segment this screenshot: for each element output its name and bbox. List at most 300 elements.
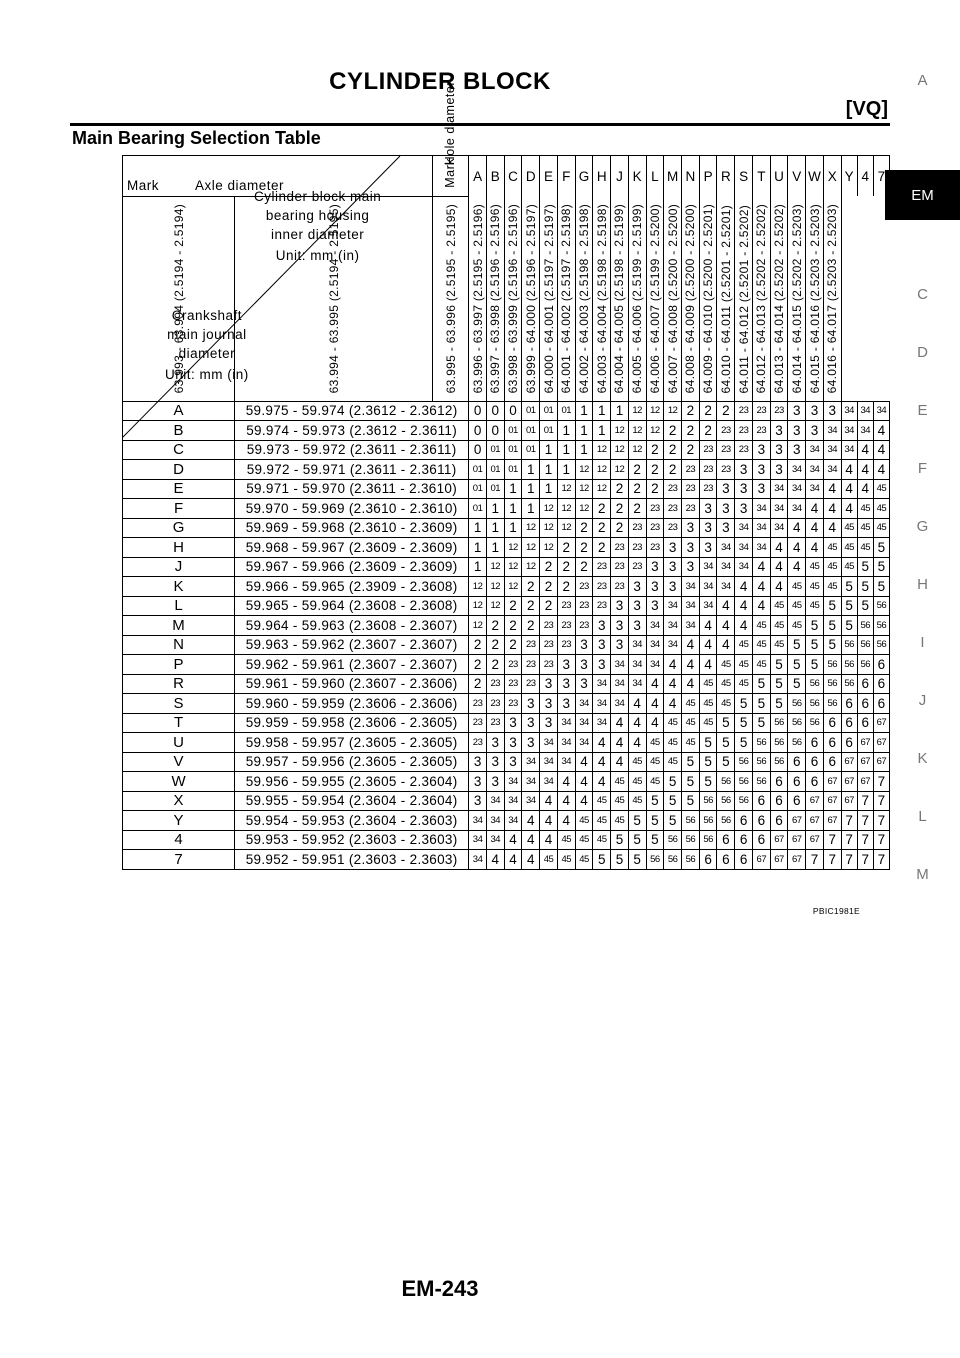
grade-cell: 12 <box>593 479 611 499</box>
side-index-item[interactable]: G <box>916 518 929 535</box>
grade-cell: 01 <box>540 401 558 421</box>
hole-range-cell <box>504 196 522 401</box>
grade-cell: 45 <box>735 674 753 694</box>
grade-cell: 45 <box>593 791 611 811</box>
grade-cell: 67 <box>806 811 824 831</box>
grade-cell: 56 <box>682 811 700 831</box>
row-mark: 7 <box>123 850 235 870</box>
grade-cell: 3 <box>682 518 700 538</box>
column-mark: A <box>469 156 487 197</box>
grade-cell: 4 <box>504 830 522 850</box>
table-row <box>123 674 890 694</box>
grade-cell: 56 <box>735 791 753 811</box>
axle-caption-line: main journal <box>167 327 247 342</box>
grade-cell: 67 <box>873 713 889 733</box>
grade-cell: 23 <box>486 713 504 733</box>
table-row <box>123 460 890 480</box>
grade-cell: 12 <box>469 616 487 636</box>
grade-cell: 23 <box>699 479 717 499</box>
grade-cell: 34 <box>469 850 487 870</box>
hole-range-cell <box>788 196 806 401</box>
grade-cell: 3 <box>557 694 575 714</box>
grade-cell: 34 <box>806 440 824 460</box>
grade-cell: 23 <box>540 616 558 636</box>
grade-cell: 3 <box>469 772 487 792</box>
grade-cell: 5 <box>611 830 629 850</box>
side-index-item[interactable]: I <box>920 634 925 651</box>
grade-cell: 56 <box>788 713 806 733</box>
side-index-item[interactable]: C <box>917 286 928 303</box>
grade-cell: 3 <box>717 518 735 538</box>
grade-cell: 56 <box>857 635 873 655</box>
grade-cell: 2 <box>664 460 682 480</box>
grade-cell: 34 <box>664 635 682 655</box>
grade-cell: 12 <box>522 538 540 558</box>
grade-cell: 4 <box>735 596 753 616</box>
side-index-item[interactable]: EM <box>885 170 960 220</box>
figure-code: PBIC1981E <box>812 906 860 916</box>
grade-cell: 34 <box>788 499 806 519</box>
grade-cell: 45 <box>664 733 682 753</box>
grade-cell: 56 <box>841 674 857 694</box>
grade-cell: 34 <box>469 811 487 831</box>
grade-cell: 34 <box>752 499 770 519</box>
grade-cell: 2 <box>469 674 487 694</box>
hole-range-cell <box>806 196 824 401</box>
grade-cell: 3 <box>717 499 735 519</box>
grade-cell: 34 <box>593 674 611 694</box>
grade-cell: 12 <box>611 440 629 460</box>
grade-cell: 34 <box>770 479 788 499</box>
grade-cell: 23 <box>770 401 788 421</box>
hole-range-cell <box>823 196 841 401</box>
grade-cell: 2 <box>469 635 487 655</box>
grade-cell: 67 <box>873 752 889 772</box>
section-tag: [VQ] <box>845 98 888 120</box>
grade-cell: 12 <box>486 596 504 616</box>
grade-cell: 3 <box>682 557 700 577</box>
grade-cell: 6 <box>770 772 788 792</box>
grade-cell: 5 <box>752 674 770 694</box>
hole-range: 64.000 - 64.001 (2.5197 - 2.5197) <box>541 204 556 394</box>
grade-cell: 45 <box>770 616 788 636</box>
column-mark: K <box>628 156 646 197</box>
grade-cell: 45 <box>593 811 611 831</box>
grade-cell: 23 <box>682 499 700 519</box>
grade-cell: 12 <box>486 557 504 577</box>
grade-cell: 5 <box>682 772 700 792</box>
grade-cell: 2 <box>522 596 540 616</box>
axle-diameter-cell: 59.970 - 59.969 (2.3610 - 2.3610) <box>235 499 469 519</box>
table-row <box>123 694 890 714</box>
grade-cell: 45 <box>611 791 629 811</box>
grade-cell: 5 <box>857 596 873 616</box>
grade-cell: 7 <box>857 850 873 870</box>
grade-cell: 1 <box>469 518 487 538</box>
grade-cell: 67 <box>841 752 857 772</box>
grade-cell: 2 <box>504 635 522 655</box>
grade-cell: 2 <box>628 499 646 519</box>
grade-cell: 34 <box>611 694 629 714</box>
grade-cell: 34 <box>504 791 522 811</box>
grade-cell: 3 <box>646 577 664 597</box>
grade-cell: 23 <box>611 577 629 597</box>
side-index-item[interactable]: E <box>917 402 928 419</box>
hole-range-cell <box>575 196 593 401</box>
grade-cell: 1 <box>575 401 593 421</box>
grade-cell: 34 <box>717 557 735 577</box>
grade-cell: 34 <box>857 421 873 441</box>
row-mark: E <box>123 479 235 499</box>
hole-range: 64.004 - 64.005 (2.5198 - 2.5199) <box>612 204 627 394</box>
grade-cell: 5 <box>873 577 889 597</box>
grade-cell: 3 <box>504 733 522 753</box>
axle-diameter-cell: 59.954 - 59.953 (2.3604 - 2.3603) <box>235 811 469 831</box>
grade-cell: 12 <box>504 557 522 577</box>
grade-cell: 34 <box>699 596 717 616</box>
grade-cell: 2 <box>504 596 522 616</box>
grade-cell: 56 <box>735 772 753 792</box>
grade-cell: 6 <box>699 850 717 870</box>
grade-cell: 5 <box>788 635 806 655</box>
grade-cell: 6 <box>717 850 735 870</box>
grade-cell: 3 <box>486 752 504 772</box>
grade-cell: 23 <box>699 460 717 480</box>
hole-range: 64.014 - 64.015 (2.5202 - 2.5203) <box>789 204 804 394</box>
side-index-item[interactable]: D <box>917 344 928 361</box>
grade-cell: 12 <box>575 499 593 519</box>
grade-cell: 01 <box>486 479 504 499</box>
grade-cell: 5 <box>873 538 889 558</box>
grade-cell: 23 <box>522 674 540 694</box>
grade-cell: 4 <box>504 850 522 870</box>
grade-cell: 34 <box>788 479 806 499</box>
grade-cell: 4 <box>857 479 873 499</box>
grade-cell: 4 <box>752 577 770 597</box>
hole-range: 64.002 - 64.003 (2.5198 - 2.5198) <box>576 204 591 394</box>
grade-cell: 34 <box>823 460 841 480</box>
axle-diameter-cell: 59.965 - 59.964 (2.3608 - 2.3608) <box>235 596 469 616</box>
grade-cell: 23 <box>752 401 770 421</box>
grade-cell: 56 <box>752 733 770 753</box>
grade-cell: 5 <box>646 830 664 850</box>
grade-cell: 45 <box>699 694 717 714</box>
hole-range: 63.999 - 64.000 (2.5196 - 2.5197) <box>523 204 538 394</box>
hole-diameter-label: Hole diameter <box>442 81 457 166</box>
grade-cell: 4 <box>628 713 646 733</box>
grade-cell: 1 <box>486 518 504 538</box>
grade-cell: 45 <box>628 752 646 772</box>
column-mark: F <box>557 156 575 197</box>
grade-cell: 5 <box>717 733 735 753</box>
grade-cell: 4 <box>682 674 700 694</box>
grade-cell: 67 <box>788 850 806 870</box>
grade-cell: 23 <box>664 499 682 519</box>
grade-cell: 45 <box>788 577 806 597</box>
grade-cell: 12 <box>628 421 646 441</box>
grade-cell: 23 <box>557 635 575 655</box>
grade-cell: 45 <box>857 499 873 519</box>
grade-cell: 2 <box>611 518 629 538</box>
grade-cell: 1 <box>469 557 487 577</box>
grade-cell: 2 <box>593 518 611 538</box>
grade-cell: 4 <box>788 538 806 558</box>
grade-cell: 6 <box>873 694 889 714</box>
grade-cell: 3 <box>752 440 770 460</box>
grade-cell: 5 <box>873 557 889 577</box>
axle-diameter-cell: 59.955 - 59.954 (2.3604 - 2.3604) <box>235 791 469 811</box>
grade-cell: 7 <box>873 850 889 870</box>
row-mark: W <box>123 772 235 792</box>
grade-cell: 3 <box>557 674 575 694</box>
grade-cell: 34 <box>646 635 664 655</box>
grade-cell: 34 <box>806 460 824 480</box>
grade-cell: 34 <box>873 401 889 421</box>
grade-cell: 0 <box>469 440 487 460</box>
hole-range-cell <box>717 196 735 401</box>
grade-cell: 5 <box>823 635 841 655</box>
row-mark: B <box>123 421 235 441</box>
grade-cell: 4 <box>873 460 889 480</box>
grade-cell: 5 <box>841 577 857 597</box>
grade-cell: 45 <box>770 596 788 616</box>
grade-cell: 6 <box>788 791 806 811</box>
grade-cell: 6 <box>770 811 788 831</box>
grade-cell: 34 <box>575 713 593 733</box>
grade-cell: 34 <box>557 752 575 772</box>
grade-cell: 01 <box>522 401 540 421</box>
side-index-item[interactable]: L <box>918 808 927 825</box>
grade-cell: 2 <box>682 401 700 421</box>
grade-cell: 34 <box>806 479 824 499</box>
grade-cell: 12 <box>557 518 575 538</box>
grade-cell: 67 <box>873 733 889 753</box>
grade-cell: 1 <box>522 479 540 499</box>
grade-cell: 4 <box>611 733 629 753</box>
grade-cell: 4 <box>841 499 857 519</box>
grade-cell: 1 <box>593 401 611 421</box>
page-number: EM-243 <box>401 1276 479 1301</box>
grade-cell: 34 <box>557 713 575 733</box>
grade-cell: 56 <box>664 830 682 850</box>
side-index-item[interactable]: M <box>916 866 929 883</box>
grade-cell: 4 <box>664 655 682 675</box>
grade-cell: 4 <box>522 830 540 850</box>
grade-cell: 2 <box>699 421 717 441</box>
grade-cell: 7 <box>823 850 841 870</box>
column-mark: V <box>788 156 806 197</box>
grade-cell: 56 <box>823 694 841 714</box>
grade-cell: 45 <box>646 733 664 753</box>
grade-cell: 56 <box>717 811 735 831</box>
grade-cell: 7 <box>873 791 889 811</box>
grade-cell: 3 <box>611 635 629 655</box>
column-mark: 7 <box>873 156 889 197</box>
grade-cell: 23 <box>575 577 593 597</box>
grade-cell: 23 <box>557 616 575 636</box>
grade-cell: 4 <box>664 674 682 694</box>
grade-cell: 5 <box>628 850 646 870</box>
grade-cell: 4 <box>575 791 593 811</box>
grade-cell: 7 <box>841 811 857 831</box>
grade-cell: 56 <box>664 850 682 870</box>
hole-range: 64.001 - 64.002 (2.5197 - 2.5198) <box>559 204 574 394</box>
grade-cell: 2 <box>469 655 487 675</box>
grade-cell: 5 <box>752 713 770 733</box>
grade-cell: 3 <box>469 752 487 772</box>
grade-cell: 23 <box>504 694 522 714</box>
grade-cell: 5 <box>841 616 857 636</box>
grade-cell: 23 <box>628 538 646 558</box>
grade-cell: 56 <box>682 850 700 870</box>
grade-cell: 45 <box>857 538 873 558</box>
side-index-item[interactable]: H <box>917 576 928 593</box>
grade-cell: 4 <box>806 538 824 558</box>
grade-cell: 56 <box>699 791 717 811</box>
column-mark: E <box>540 156 558 197</box>
hole-range-cell <box>433 196 469 401</box>
row-mark: P <box>123 655 235 675</box>
hole-range-cell <box>646 196 664 401</box>
grade-cell: 34 <box>611 655 629 675</box>
grade-cell: 34 <box>522 772 540 792</box>
grade-cell: 45 <box>735 655 753 675</box>
side-index-item[interactable]: A <box>917 72 928 89</box>
grade-cell: 0 <box>486 401 504 421</box>
grade-cell: 2 <box>628 460 646 480</box>
grade-cell: 56 <box>682 830 700 850</box>
grade-cell: 4 <box>788 557 806 577</box>
grade-cell: 4 <box>873 440 889 460</box>
grade-cell: 2 <box>593 499 611 519</box>
grade-cell: 4 <box>575 752 593 772</box>
grade-cell: 6 <box>806 772 824 792</box>
row-mark: H <box>123 538 235 558</box>
grade-cell: 5 <box>770 655 788 675</box>
grade-cell: 3 <box>628 577 646 597</box>
table-row <box>123 635 890 655</box>
column-mark: H <box>593 156 611 197</box>
grade-cell: 23 <box>469 694 487 714</box>
grade-cell: 3 <box>522 733 540 753</box>
grade-cell: 23 <box>717 421 735 441</box>
grade-cell: 5 <box>593 850 611 870</box>
grade-cell: 23 <box>557 596 575 616</box>
grade-cell: 6 <box>841 733 857 753</box>
grade-cell: 34 <box>699 557 717 577</box>
hole-range-cell <box>593 196 611 401</box>
grade-cell: 56 <box>752 772 770 792</box>
table-row <box>123 479 890 499</box>
axle-diameter-label: Axle diameter <box>195 177 285 193</box>
hole-range-cell <box>770 196 788 401</box>
grade-cell: 67 <box>806 791 824 811</box>
grade-cell: 12 <box>557 499 575 519</box>
grade-cell: 3 <box>593 616 611 636</box>
grade-cell: 34 <box>504 811 522 831</box>
grade-cell: 45 <box>664 713 682 733</box>
side-index-item[interactable]: K <box>917 750 928 767</box>
grade-cell: 3 <box>699 518 717 538</box>
grade-cell: 7 <box>857 811 873 831</box>
grade-cell: 3 <box>752 460 770 480</box>
column-mark: 4 <box>857 156 873 197</box>
grade-cell: 4 <box>575 772 593 792</box>
hole-range: 64.016 - 64.017 (2.5203 - 2.5203) <box>825 204 840 394</box>
grade-cell: 34 <box>770 518 788 538</box>
column-mark: Y <box>841 156 857 197</box>
grade-cell: 34 <box>540 772 558 792</box>
grade-cell: 45 <box>682 713 700 733</box>
grade-cell: 67 <box>857 733 873 753</box>
grade-cell: 7 <box>873 811 889 831</box>
hole-range: 64.015 - 64.016 (2.5203 - 2.5203) <box>807 204 822 394</box>
grade-cell: 56 <box>857 616 873 636</box>
axle-caption-line: Crankshaft <box>171 308 243 323</box>
hole-range-cell <box>735 196 753 401</box>
grade-cell: 12 <box>593 460 611 480</box>
grade-cell: 45 <box>752 616 770 636</box>
table-row <box>123 499 890 519</box>
grade-cell: 5 <box>664 811 682 831</box>
hole-range-cell <box>540 196 558 401</box>
grade-cell: 1 <box>540 479 558 499</box>
grade-cell: 1 <box>486 499 504 519</box>
grade-cell: 2 <box>628 479 646 499</box>
grade-cell: 34 <box>628 674 646 694</box>
grade-cell: 12 <box>575 479 593 499</box>
grade-cell: 4 <box>788 518 806 538</box>
grade-cell: 6 <box>806 752 824 772</box>
row-mark: X <box>123 791 235 811</box>
grade-cell: 67 <box>823 791 841 811</box>
table-row <box>123 577 890 597</box>
grade-cell: 4 <box>752 596 770 616</box>
side-index-item[interactable]: J <box>918 692 927 709</box>
grade-cell: 2 <box>557 557 575 577</box>
row-mark: K <box>123 577 235 597</box>
grade-cell: 34 <box>682 596 700 616</box>
grade-cell: 12 <box>646 421 664 441</box>
grade-cell: 5 <box>717 752 735 772</box>
axle-diameter-cell: 59.961 - 59.960 (2.3607 - 2.3606) <box>235 674 469 694</box>
grade-cell: 56 <box>770 713 788 733</box>
table-row <box>123 655 890 675</box>
row-mark: R <box>123 674 235 694</box>
grade-cell: 4 <box>522 811 540 831</box>
grade-cell: 4 <box>557 791 575 811</box>
side-index-item[interactable]: F <box>917 460 928 477</box>
grade-cell: 6 <box>823 713 841 733</box>
grade-cell: 56 <box>806 674 824 694</box>
grade-cell: 4 <box>823 479 841 499</box>
grade-cell: 67 <box>823 811 841 831</box>
grade-cell: 12 <box>628 401 646 421</box>
grade-cell: 67 <box>788 811 806 831</box>
grade-cell: 3 <box>628 616 646 636</box>
grade-cell: 1 <box>575 440 593 460</box>
table-row <box>123 616 890 636</box>
grade-cell: 4 <box>486 850 504 870</box>
grade-cell: 45 <box>735 635 753 655</box>
hole-caption-unit: Unit: mm (in) <box>275 248 360 263</box>
grade-cell: 34 <box>841 440 857 460</box>
grade-cell: 23 <box>469 733 487 753</box>
grade-cell: 4 <box>735 616 753 636</box>
grade-cell: 23 <box>682 479 700 499</box>
grade-cell: 56 <box>873 635 889 655</box>
grade-cell: 3 <box>522 713 540 733</box>
